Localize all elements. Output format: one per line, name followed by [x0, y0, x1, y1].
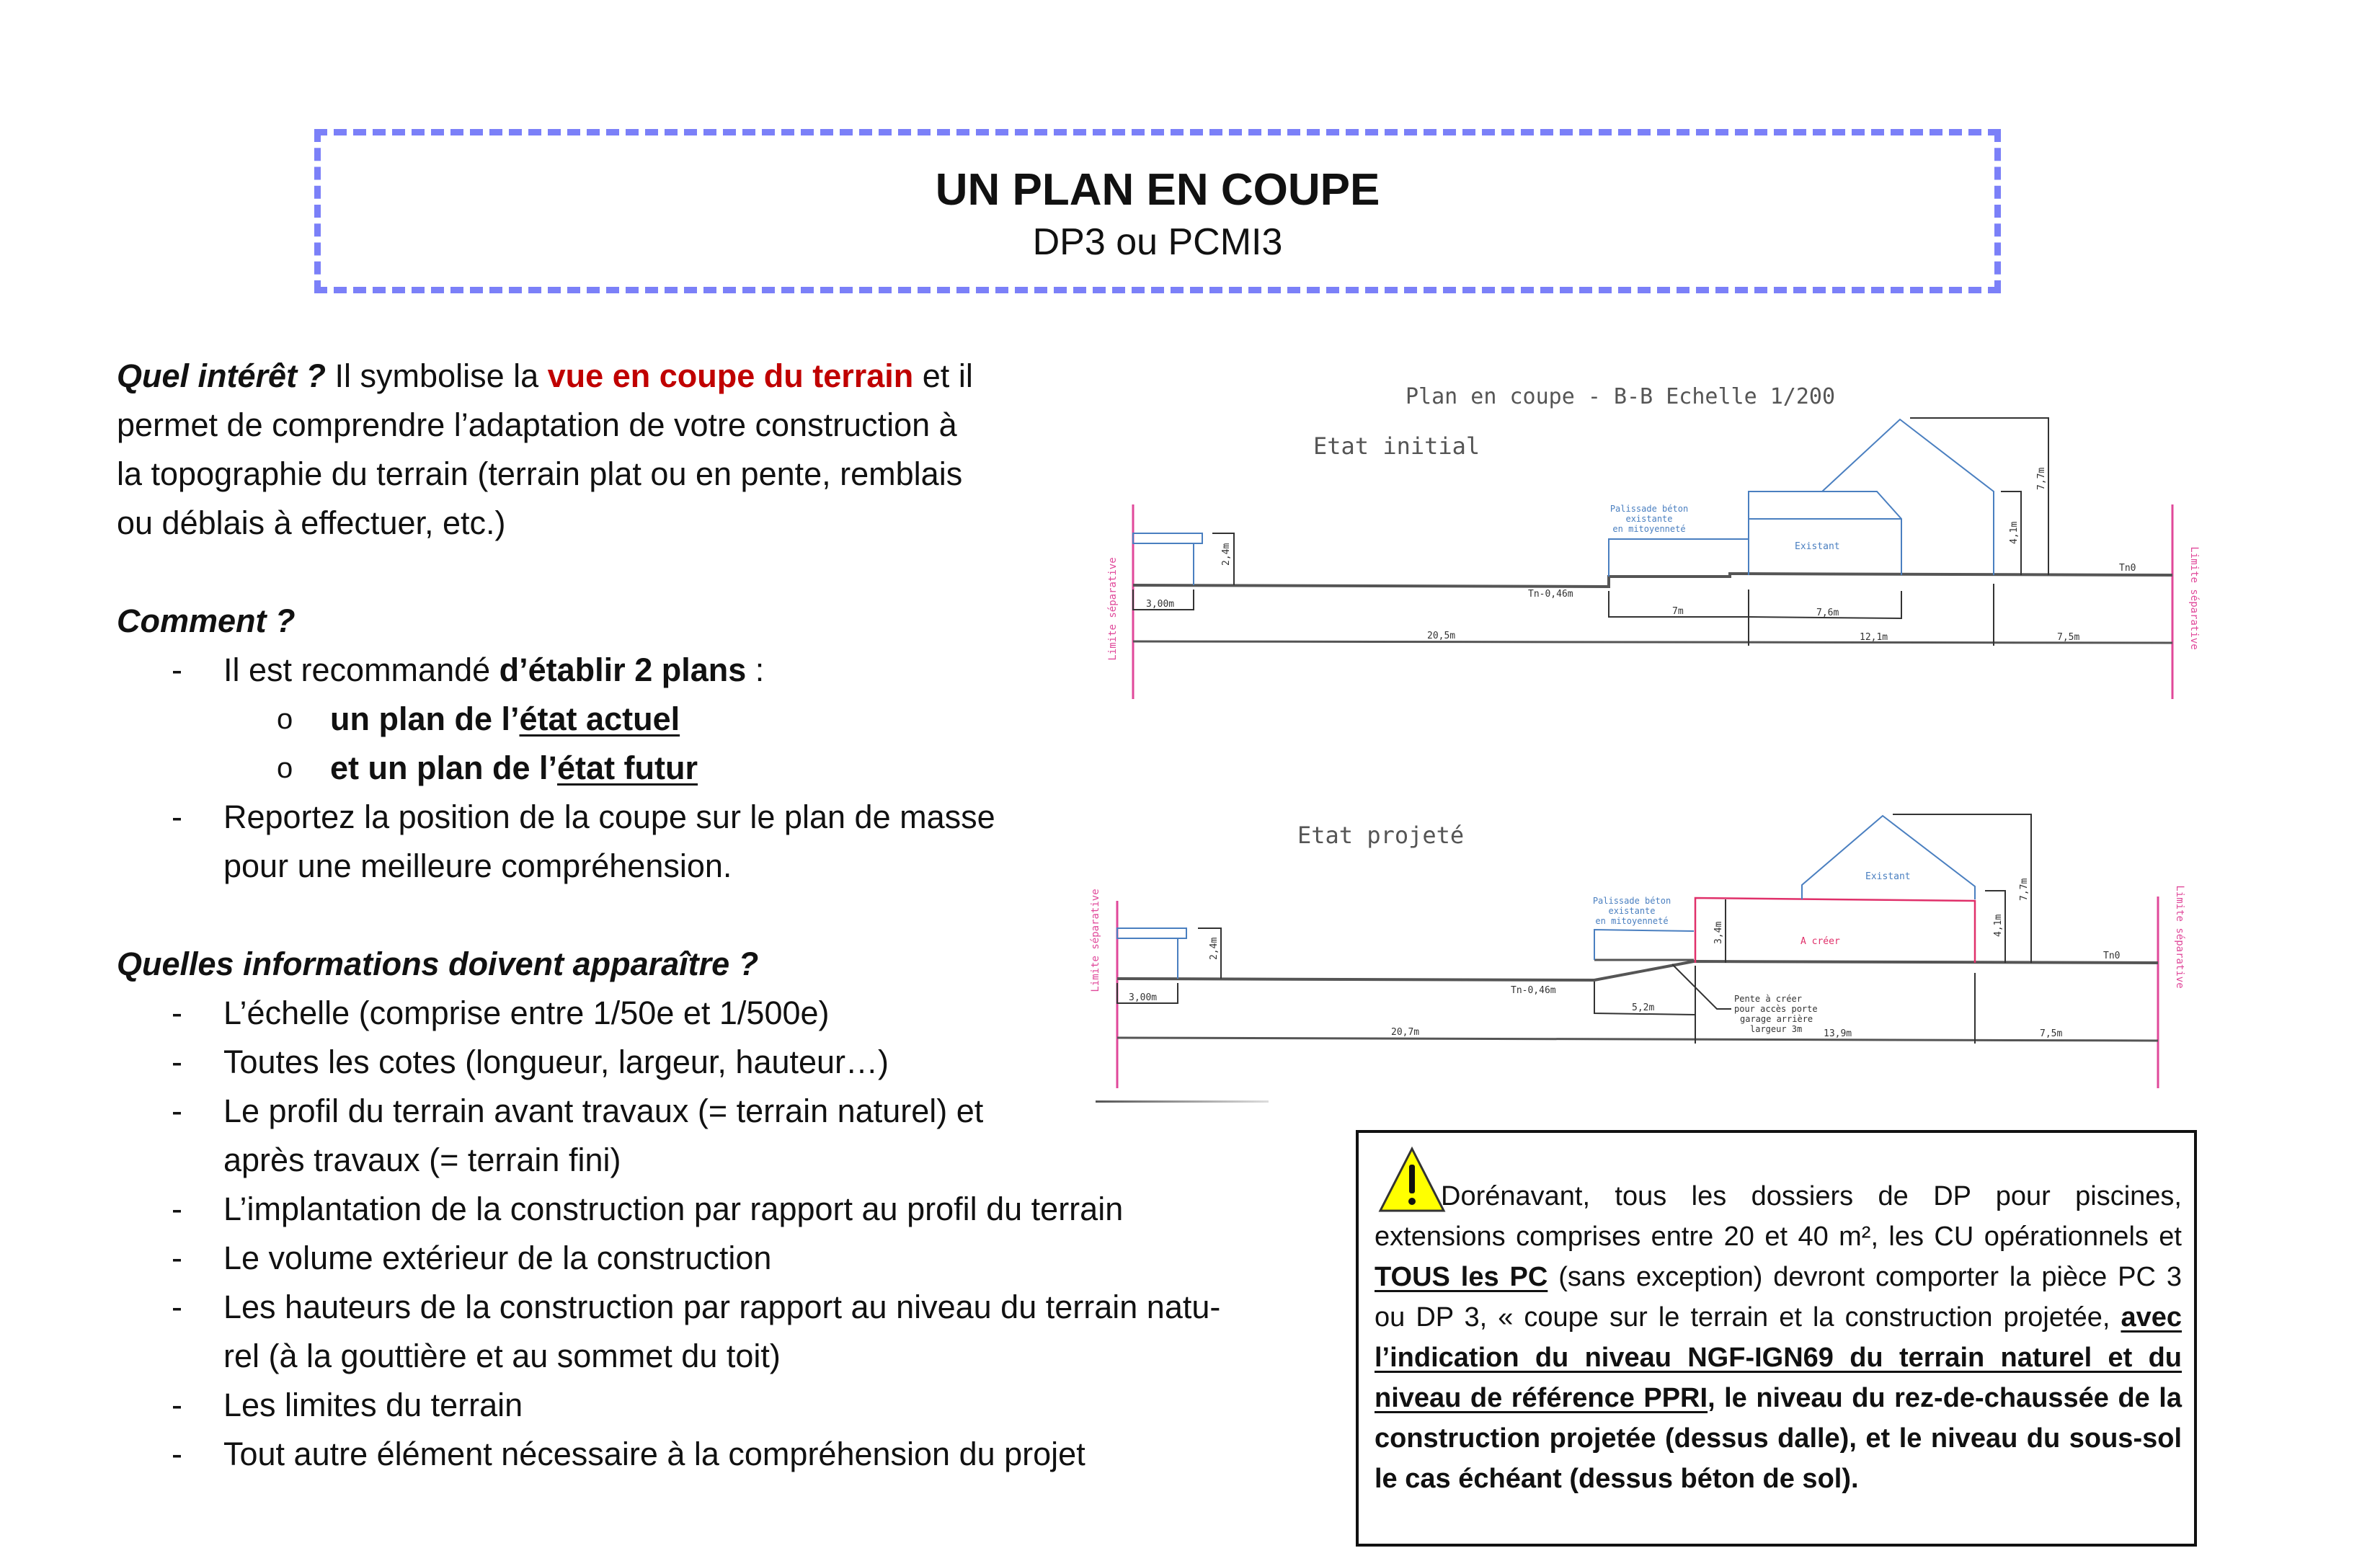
diagram-state-label: Etat initial: [1313, 432, 1480, 460]
new-extension: [1695, 898, 1975, 963]
intro-highlight: vue en coupe du terrain: [547, 357, 914, 394]
limit-label-left: Limite séparative: [1090, 889, 1101, 992]
palissade-label-3: en mitoyenneté: [1595, 916, 1669, 926]
dim-height-small-label: 2,4m: [1209, 937, 1220, 960]
comment-sub-2: [330, 744, 698, 793]
shelter-roof: [1117, 928, 1186, 938]
pente-label-4: largeur 3m: [1750, 1024, 1803, 1034]
intro-line-4: ou déblais à effectuer, etc.): [117, 504, 506, 541]
dim-77: [1910, 418, 2048, 575]
bullet-dash: -: [172, 651, 182, 688]
palissade-label-1: Palissade béton: [1592, 896, 1671, 906]
dim-76m-label: 7,6m: [1816, 608, 1839, 618]
page-title: UN PLAN EN COUPE: [935, 165, 1380, 215]
pente-label-1: Pente à créer: [1734, 994, 1802, 1004]
intro-label: Quel intérêt ?: [117, 357, 327, 394]
warning-p1: Dorénavant, tous les dossiers de DP pour piscines, extensions comprises entre 20 et 40 m², les CU opérationnels et: [1375, 1181, 2182, 1252]
info-item-line: rel (à la gouttière et au sommet du toit): [223, 1338, 781, 1374]
comment-heading: Comment ?: [117, 602, 296, 639]
intro-line-1: [117, 352, 973, 401]
pente-label-2: pour accès porte: [1734, 1004, 1818, 1014]
sub-bullet-circle: o: [277, 752, 293, 784]
existing-house-roof: [1802, 816, 1975, 899]
bullet-dash: -: [172, 799, 182, 835]
info-item-line: Les limites du terrain: [223, 1387, 523, 1423]
dim-41-label: 4,1m: [2009, 521, 2020, 544]
palissade-label-1: Palissade béton: [1609, 504, 1689, 514]
dim-52-label: 5,2m: [1632, 1002, 1655, 1013]
scan-artifact-line: [1096, 1100, 1269, 1103]
sub2-bold: et un plan de l’: [330, 749, 558, 786]
limit-label-right: Limite séparative: [2188, 546, 2200, 650]
info-item-line: Les hauteurs de la construction par rapport au niveau du terrain natu-: [223, 1289, 1221, 1325]
dim-total-line: [1117, 1038, 2158, 1041]
dim-7m-label: 7m: [1672, 606, 1684, 617]
dim-77: [1893, 814, 2031, 963]
bullet-dash: -: [172, 1240, 182, 1276]
comment-sub-1: [330, 695, 680, 744]
palissade-label-2: existante: [1625, 514, 1673, 524]
dim-75-label: 7,5m: [2057, 632, 2080, 643]
diagram-title: Plan en coupe - B-B Echelle 1/200: [1406, 384, 1836, 409]
info-item-line: Toutes les cotes (longueur, largeur, hauteur…): [223, 1044, 889, 1080]
page-subtitle: DP3 ou PCMI3: [1032, 221, 1283, 263]
dim-total-line: [1133, 641, 2172, 643]
limit-label-left: Limite séparative: [1107, 557, 1119, 661]
intro-text-before: Il symbolise la: [326, 357, 548, 394]
info-item-line: Tout autre élément nécessaire à la compréhension du projet: [223, 1436, 1085, 1472]
comment-item-1-plain: Il est recommandé: [223, 651, 499, 688]
bullet-dash: -: [172, 1191, 182, 1227]
sub1-bold: un plan de l’: [330, 700, 520, 737]
section-diagram-projected: [1081, 800, 2234, 1117]
palissade: [1609, 539, 1749, 577]
comment-item-1-end: :: [746, 651, 765, 688]
comment-item-2-line-2: pour une meilleure compréhension.: [223, 848, 732, 884]
title-box: [314, 129, 2001, 293]
bullet-dash: -: [172, 995, 182, 1031]
dim-height-small-label: 2,4m: [1221, 543, 1232, 566]
section-diagram-initial: [1096, 360, 2220, 713]
a-creer-label: A créer: [1800, 936, 1840, 947]
diagram-state-label: Etat projeté: [1297, 822, 1465, 849]
dim-width-small-label: 3,00m: [1129, 992, 1158, 1003]
sub2-underline: état futur: [557, 749, 698, 786]
info-item-line: Le volume extérieur de la construction: [223, 1240, 772, 1276]
tn0-label: Tn0: [2103, 951, 2121, 961]
intro-line-2: permet de comprendre l’adaptation de votre construction à: [117, 406, 957, 443]
dim-77-label: 7,7m: [2036, 467, 2047, 490]
dim-width-small-label: 3,00m: [1146, 599, 1175, 610]
dim-41-label: 4,1m: [1993, 914, 2004, 937]
warning-p3-bold: , le niveau du rez-de-chaussée de la construction projetée (dessus dalle), et le niveau du sous-sol le cas échéant (dessus béton de sol).: [1375, 1383, 2182, 1494]
sub-bullet-circle: o: [277, 703, 293, 735]
shelter-roof: [1133, 533, 1202, 543]
existing-label: Existant: [1795, 541, 1840, 552]
sub1-underline: état actuel: [519, 700, 680, 737]
bullet-dash: -: [172, 1436, 182, 1472]
limit-label-right: Limite séparative: [2174, 885, 2185, 989]
info-item-line: L’échelle (comprise entre 1/50e et 1/500e): [223, 995, 830, 1031]
palissade-label-3: en mitoyenneté: [1612, 524, 1686, 534]
dim-77-label: 7,7m: [2019, 878, 2030, 901]
bullet-dash: -: [172, 1093, 182, 1129]
comment-item-1-bold: d’établir 2 plans: [499, 651, 747, 688]
comment-item-2-line-1: Reportez la position de la coupe sur le plan de masse: [223, 799, 995, 835]
pente-label-3: garage arrière: [1740, 1014, 1813, 1024]
intro-line-3: la topographie du terrain (terrain plat ou en pente, remblais: [117, 455, 963, 492]
dim-121-label: 12,1m: [1860, 632, 1888, 643]
existing-annex: [1749, 491, 1901, 575]
bullet-dash: -: [172, 1044, 182, 1080]
warning-p2: (sans exception) devront comporter la pièce PC 3 ou DP 3, « coupe sur le terrain et la construction projetée,: [1375, 1262, 2182, 1333]
warning-p1-underline: TOUS les PC: [1375, 1262, 1548, 1292]
info-item-line: après travaux (= terrain fini): [223, 1142, 621, 1178]
dim-207-label: 20,7m: [1391, 1027, 1420, 1038]
warning-p2-bold-underline: avec l’indication du niveau NGF-IGN69 du terrain naturel et du niveau de référence PPRI: [1375, 1302, 2182, 1413]
ground-line: [1133, 574, 2172, 587]
tn-minus-label: Tn-0,46m: [1511, 985, 1556, 996]
palissade-label-2: existante: [1608, 906, 1656, 916]
warning-text: [1375, 1176, 2182, 1499]
existing-label: Existant: [1865, 871, 1911, 882]
dim-139-label: 13,9m: [1824, 1028, 1852, 1039]
palissade: [1594, 930, 1694, 960]
intro-text-after: et il: [913, 357, 973, 394]
bullet-dash: -: [172, 1289, 182, 1325]
tn0-label: Tn0: [2119, 563, 2136, 574]
dim-205-label: 20,5m: [1427, 631, 1456, 641]
existing-house-roof: [1822, 419, 1994, 575]
dim-75-label: 7,5m: [2040, 1028, 2063, 1039]
tn-minus-label: Tn-0,46m: [1528, 589, 1573, 600]
dim-34-label: 3,4m: [1713, 921, 1724, 944]
infos-heading: Quelles informations doivent apparaître ?: [117, 946, 759, 982]
info-item-line: Le profil du terrain avant travaux (= terrain naturel) et: [223, 1093, 984, 1129]
comment-item-1: [223, 646, 764, 695]
ground-line: [1117, 961, 2158, 980]
info-item-line: L’implantation de la construction par rapport au profil du terrain: [223, 1191, 1124, 1227]
pente-leader: [1672, 964, 1731, 1009]
warning-box: [1356, 1130, 2197, 1547]
bullet-dash: -: [172, 1387, 182, 1423]
